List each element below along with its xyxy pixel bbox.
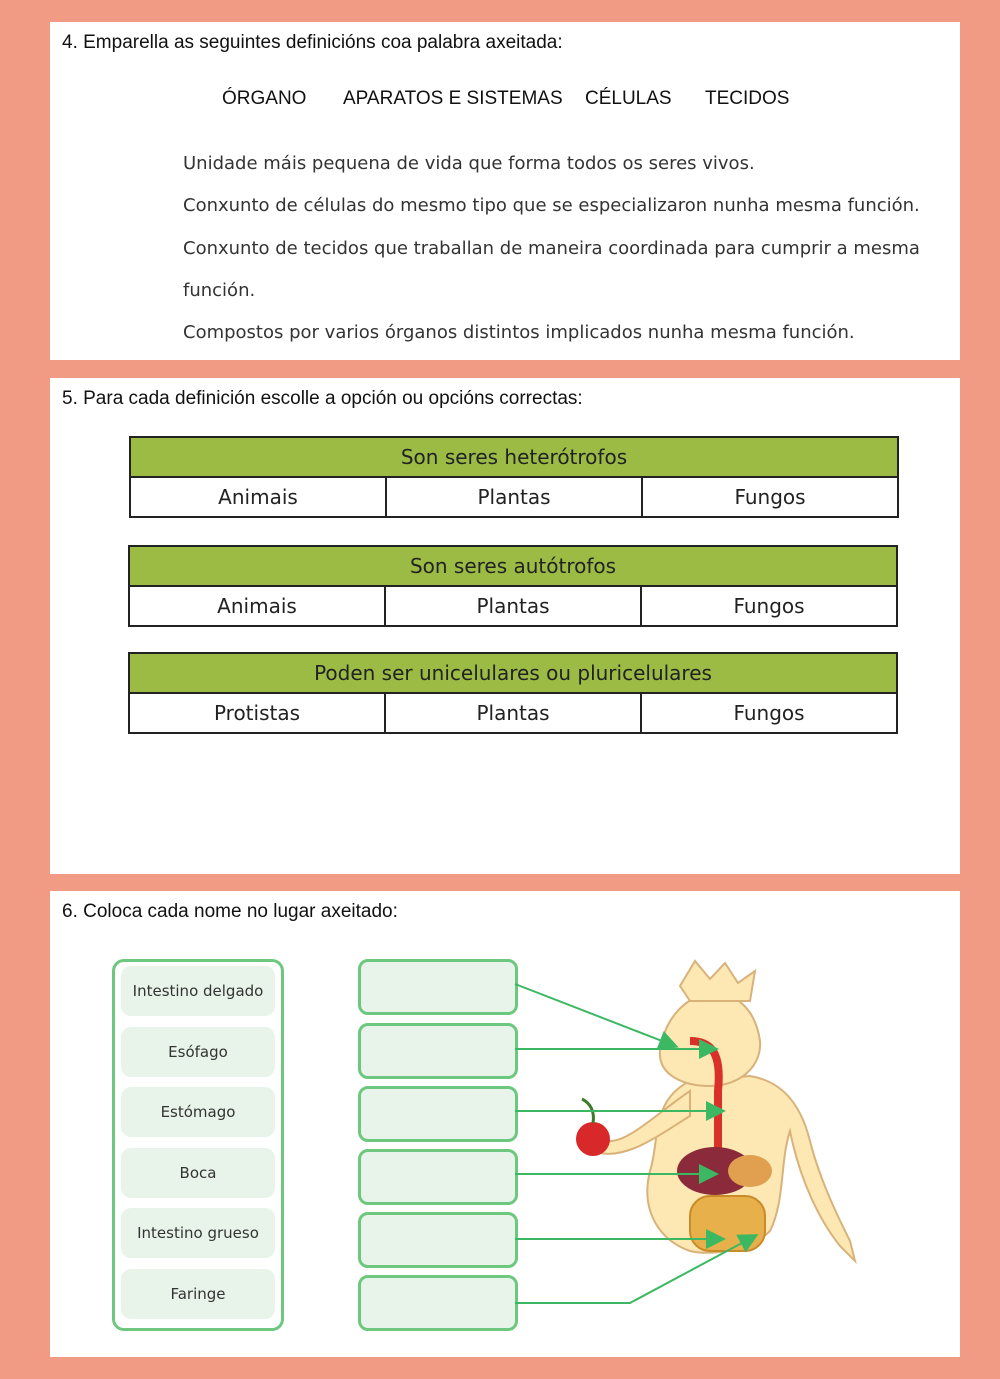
word-tecidos[interactable]: TECIDOS <box>705 88 790 109</box>
question-5-title: 5. Para cada definición escolle a opción ou opcións correctas: <box>62 388 583 409</box>
table-header: Son seres autótrofos <box>129 546 897 586</box>
definition-2: Conxunto de células do mesmo tipo que se especializaron nunha mesma función. <box>183 195 920 216</box>
definition-3-continued: función. <box>183 280 256 301</box>
options-table-autotrofos <box>128 545 898 627</box>
option-cell[interactable]: Plantas <box>386 477 642 517</box>
hair-shape <box>680 961 755 1001</box>
name-chip-estomago[interactable]: Estómago <box>121 1087 275 1137</box>
options-table-heterotrofos <box>129 436 899 518</box>
question-5-panel <box>50 378 960 874</box>
option-cell[interactable]: Animais <box>129 586 385 626</box>
options-table-unicelulares <box>128 652 898 734</box>
option-cell[interactable]: Protistas <box>129 693 385 733</box>
definition-4: Compostos por varios órganos distintos implicados nunha mesma función. <box>183 322 855 343</box>
name-chip-faringe[interactable]: Faringe <box>121 1269 275 1319</box>
name-chip-intestino-grueso[interactable]: Intestino grueso <box>121 1208 275 1258</box>
question-6-title: 6. Coloca cada nome no lugar axeitado: <box>62 901 398 922</box>
table-header: Son seres heterótrofos <box>130 437 898 477</box>
option-cell[interactable]: Plantas <box>385 693 641 733</box>
head-shape <box>660 993 760 1086</box>
connector-line-1 <box>515 984 675 1046</box>
option-cell[interactable]: Fungos <box>641 693 897 733</box>
name-chip-intestino-delgado[interactable]: Intestino delgado <box>121 966 275 1016</box>
word-aparatos-sistemas[interactable]: APARATOS E SISTEMAS <box>343 88 563 109</box>
option-cell[interactable]: Fungos <box>642 477 898 517</box>
name-chip-esofago[interactable]: Esófago <box>121 1027 275 1077</box>
question-6-panel <box>50 891 960 1357</box>
stomach-shape <box>728 1155 772 1187</box>
table-header: Poden ser unicelulares ou pluricelulares <box>129 653 897 693</box>
option-cell[interactable]: Animais <box>130 477 386 517</box>
name-chip-boca[interactable]: Boca <box>121 1148 275 1198</box>
option-cell[interactable]: Fungos <box>641 586 897 626</box>
question-4-panel <box>50 22 960 360</box>
word-celulas[interactable]: CÉLULAS <box>585 88 672 109</box>
apple-icon <box>576 1122 610 1156</box>
question-4-title: 4. Emparella as seguintes definicións coa palabra axeitada: <box>62 32 563 53</box>
definition-1: Unidade máis pequena de vida que forma todos os seres vivos. <box>183 153 755 174</box>
word-organo[interactable]: ÓRGANO <box>222 88 307 109</box>
digestive-system-illustration <box>50 891 960 1357</box>
definition-3: Conxunto de tecidos que traballan de maneira coordinada para cumprir a mesma <box>183 238 920 259</box>
intestines-shape <box>690 1196 765 1251</box>
option-cell[interactable]: Plantas <box>385 586 641 626</box>
